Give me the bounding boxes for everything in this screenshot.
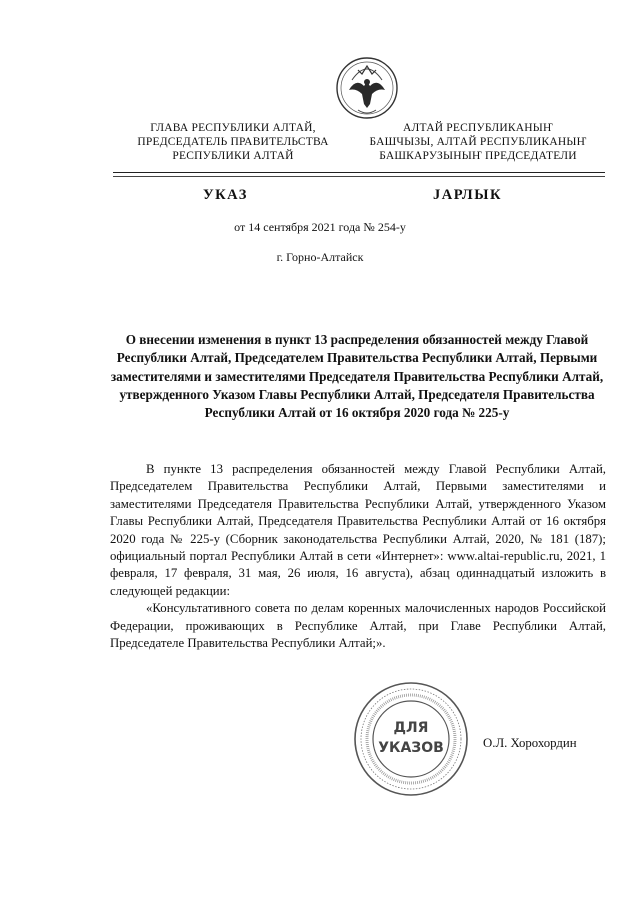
- issuer-alt-line-3: БАШКАРУЗЫНЫҤ ПРЕДСЕДАТЕЛИ: [379, 150, 577, 162]
- document-city: г. Горно-Алтайск: [276, 250, 364, 264]
- body-paragraph-1: В пункте 13 распределения обязанностей между Главой Республики Алтай, Председателем Правительства Республики Алтай, Первыми заместителями и заместителями Председателя Правительства Республики Алтай, утвержденного Указом Главы Республики Алтай, Председателя Правительства Республики Алтай от 16 октября 2020 года № 225-у (Сборник законодательства Республики Алтай, 2020, № 181 (187); официальный портал Республики Алтай в сети «Интернет»: www.altai-republic.ru, 2021, 1 февраля, 17 февраля, 31 мая, 26 июля, 16 августа), абзац одиннадцатый изложить в следующей редакции:: [110, 462, 606, 598]
- official-stamp: [352, 680, 470, 798]
- header-divider-thin: [113, 176, 605, 177]
- header-divider: [113, 172, 605, 173]
- issuer-russian: [118, 121, 348, 163]
- issuer-altai: [358, 121, 598, 163]
- doc-type-russian: УКАЗ: [203, 187, 248, 203]
- doc-type-altai: ЈАРЛЫК: [433, 187, 502, 203]
- issuer-ru-line-3: РЕСПУБЛИКИ АЛТАЙ: [172, 150, 294, 162]
- document-date-number: от 14 сентября 2021 года № 254-у: [234, 220, 406, 234]
- coat-of-arms-icon: [334, 52, 400, 122]
- document-body: [110, 461, 606, 652]
- issuer-ru-line-1: ГЛАВА РЕСПУБЛИКИ АЛТАЙ,: [150, 122, 316, 134]
- stamp-line-1: ДЛЯ: [393, 720, 429, 736]
- document-title: О внесении изменения в пункт 13 распределения обязанностей между Главой Республики Алтай, Председателем Правительства Республики Алтай, Первыми заместителями и заместителями Председателя Правительства Республики Алтай, утвержденного Указом Главы Республики Алтай, Председателя Правительства Республики Алтай от 16 октября 2020 года № 225-у: [110, 332, 604, 421]
- body-paragraph-2: «Консультативного совета по делам коренных малочисленных народов Российской Федерации, проживающих в Республике Алтай, при Главе Республики Алтай, Председателе Правительства Республики Алтай;».: [110, 601, 606, 651]
- issuer-ru-line-2: ПРЕДСЕДАТЕЛЬ ПРАВИТЕЛЬСТВА: [137, 136, 329, 148]
- issuer-alt-line-1: АЛТАЙ РЕСПУБЛИКАНЫҤ: [403, 122, 553, 134]
- stamp-line-2: УКАЗОВ: [378, 740, 444, 756]
- signer-name: О.Л. Хорохордин: [483, 736, 577, 750]
- issuer-alt-line-2: БАШЧЫЗЫ, АЛТАЙ РЕСПУБЛИКАНЫҤ: [369, 136, 587, 148]
